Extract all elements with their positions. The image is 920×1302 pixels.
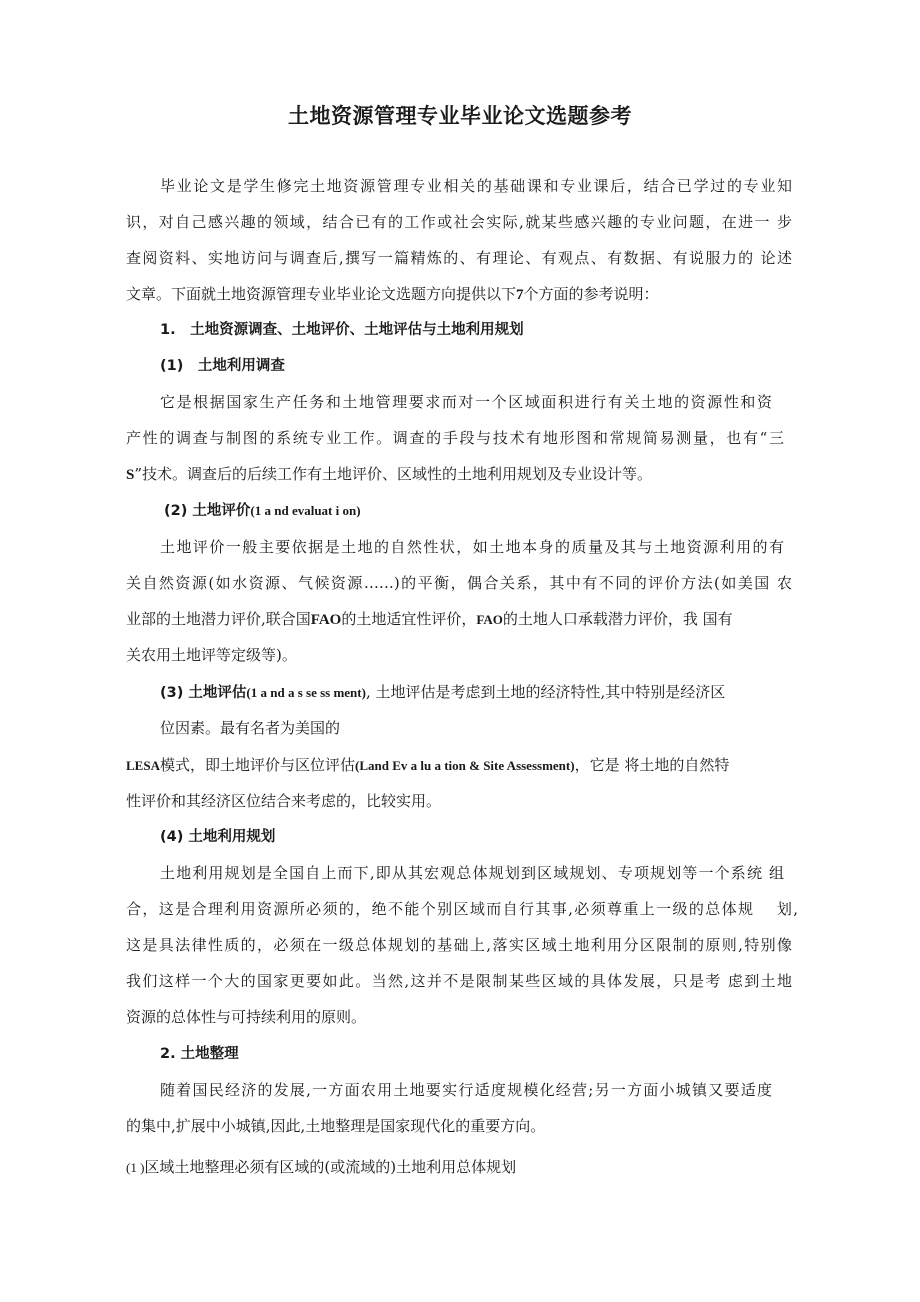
line-3-part-a: 业部的土地潜力评价,联合国 [126, 610, 311, 628]
subsection-1-3-line-2 [126, 755, 729, 776]
intro-line-4-text: 文章。下面就土地资源管理专业毕业论文选题方向提供以下 [126, 285, 517, 303]
subsection-1-2-heading [164, 501, 361, 521]
intro-line-2: 识，对自己感兴趣的领域，结合已有的工作或社会实际,就某些感兴趣的专业问题，在进一 步 [126, 213, 792, 231]
subsection-1-3-heading-tail: , 土地评估是考虑到土地的经济特性,其中特别是经济区 [365, 683, 726, 701]
subsection-1-3-heading-english: (1 a nd a s se ss ment) [246, 685, 366, 700]
intro-count: 7 [516, 287, 524, 303]
subsection-1-2-heading-english: (1 a nd evaluat i on) [250, 503, 361, 518]
section-2-sub-1-number: (1 ) [126, 1160, 145, 1175]
subsection-1-2-heading-text: (2) 土地评价 [164, 503, 251, 519]
subsection-1-2-line-3 [126, 609, 733, 630]
section-2-sub-1 [126, 1157, 516, 1178]
subsection-1-1-line-2: 产性的调查与制图的系统专业工作。调查的手段与技术有地形图和常规简易测量，也有“三 [126, 429, 784, 447]
intro-line-4 [126, 284, 659, 305]
intro-line-4-tail: 个方面的参考说明： [523, 285, 659, 303]
line-3-part-c: 的土地适宜性评价， [341, 610, 477, 628]
subsection-1-4-line-3: 这是具法律性质的，必须在一级总体规划的基础上,落实区域土地利用分区限制的原则,特别像 [126, 936, 792, 954]
fao-abbr-2: FAO [476, 612, 503, 627]
subsection-1-4-heading: (4) 土地利用规划 [160, 829, 276, 845]
intro-line-3: 查阅资料、实地访问与调查后,撰写一篇精炼的、有理论、有观点、有数据、有说服力的 论述 [126, 249, 792, 267]
section-2-heading: 2. 土地整理 [160, 1046, 239, 1062]
subsection-1-3-line-3: 性评价和其经济区位结合来考虑的，比较实用。 [126, 792, 442, 810]
intro-line-1: 毕业论文是学生修完土地资源管理专业相关的基础课和专业课后，结合已学过的专业知 [160, 177, 792, 195]
subsection-1-4-line-1: 土地利用规划是全国自上而下,即从其宏观总体规划到区域规划、专项规划等一个系统 组 [160, 864, 784, 882]
line-2-part-d: ，它是 将土地的自然特 [574, 756, 730, 774]
document-title: 土地资源管理专业毕业论文选题参考 [288, 104, 632, 128]
subsection-1-1-line-1: 它是根据国家生产任务和土地管理要求而对一个区域面积进行有关土地的资源性和资 [160, 393, 772, 411]
lesa-abbr: LESA [126, 758, 160, 773]
section-2-sub-1-text: 区域土地整理必须有区域的(或流域的)土地利用总体规划 [144, 1158, 517, 1176]
line-2-part-b: 模式，即土地评价与区位评估 [159, 756, 355, 774]
lesa-english: (Land Ev a lu a tion & Site Assessment) [354, 758, 575, 773]
subsection-1-3-line-1: 位因素。最有名者为美国的 [160, 719, 341, 737]
subsection-1-2-line-4: 关农用土地评等定级等)。 [126, 646, 297, 664]
section-2-line-2: 的集中,扩展中小城镇,因此,土地整理是国家现代化的重要方向。 [126, 1117, 546, 1135]
line-3-part-e: 的土地人口承载潜力评价，我 国有 [502, 610, 733, 628]
section-1-heading: 1. 土地资源调查、土地评价、土地评估与土地利用规划 [160, 322, 524, 338]
subsection-1-4-line-4: 我们这样一个大的国家更要如此。当然,这并不是限制某些区域的具体发展，只是考 虑到土地 [126, 972, 792, 990]
subsection-1-2-line-2: 关自然资源(如水资源、气候资源……)的平衡，偶合关系，其中有不同的评价方法(如美国 农 [126, 574, 792, 592]
subsection-1-1-line-3-text: ”技术。调查后的后续工作有土地评价、区域性的土地利用规划及专业设计等。 [134, 465, 653, 483]
subsection-1-1-line-3 [126, 464, 652, 485]
section-2-line-1: 随着国民经济的发展,一方面农用土地要实行适度规模化经营;另一方面小城镇又要适度 [160, 1081, 772, 1099]
subsection-1-4-line-2: 合，这是合理利用资源所必须的，绝不能个别区域而自行其事,必须尊重上一级的总体规 划, [126, 900, 798, 918]
subsection-1-3-heading [160, 682, 725, 703]
fao-abbr-1: FAO [310, 612, 342, 628]
subsection-1-3-heading-text: (3) 土地评估 [160, 685, 247, 701]
subsection-1-2-line-1: 土地评价一般主要依据是土地的自然性状，如土地本身的质量及其与土地资源利用的有 [160, 538, 784, 556]
subsection-1-1-heading: (1) 土地利用调查 [160, 358, 285, 374]
subsection-1-4-line-5: 资源的总体性与可持续利用的原则。 [126, 1008, 367, 1026]
s-letter: S [126, 467, 135, 483]
